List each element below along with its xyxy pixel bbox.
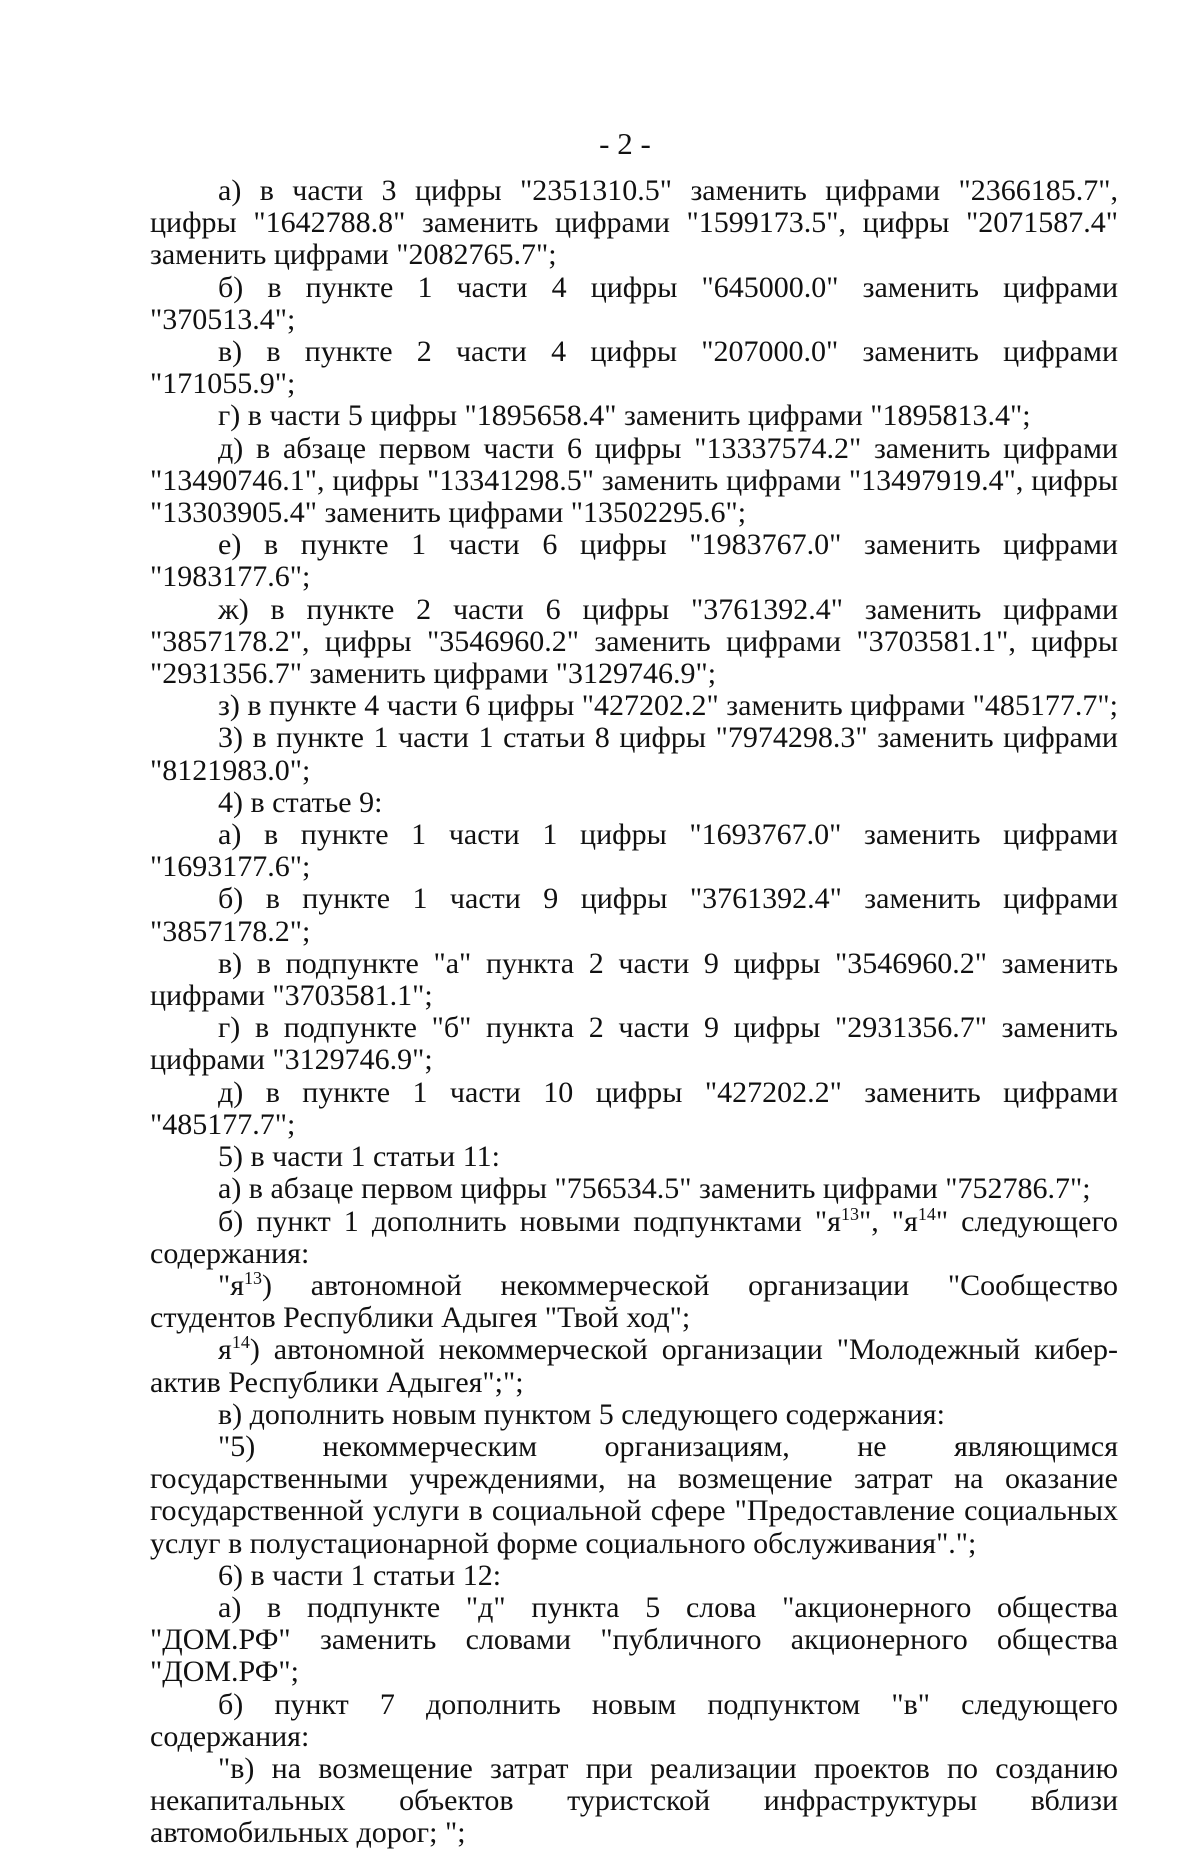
paragraph: д) в абзаце первом части 6 цифры "13337574.2" заменить цифрами "13490746.1", цифры "13341298.5" заменить цифрами "13497919.4", цифры "13303905.4" заменить цифрами "13502295.6";	[150, 431, 1126, 530]
paragraph: 3) в пункте 1 части 1 статьи 8 цифры "7974298.3" заменить цифрами "8121983.0";	[150, 721, 1126, 787]
paragraph: б) пункт 7 дополнить новым подпунктом "в" следующего содержания:	[150, 1687, 1126, 1753]
paragraph: а) в подпункте "д" пункта 5 слова "акционерного общества "ДОМ.РФ" заменить словами "публичного акционерного общества "ДОМ.РФ";	[150, 1590, 1126, 1689]
paragraph: $я^{14}$) автономной некоммерческой организации "Молодежный кибер-актив Республики Адыгея";";	[150, 1332, 1118, 1399]
paragraph: а) в пункте 1 части 1 цифры "1693767.0" заменить цифрами "1693177.6";	[150, 818, 1126, 884]
paragraph: 6) в части 1 статьи 12:	[218, 1558, 502, 1592]
paragraph: в) дополнить новым пунктом 5 следующего содержания:	[218, 1397, 945, 1431]
paragraph: а) в части 3 цифры "2351310.5" заменить цифрами "2366185.7", цифры "1642788.8" заменить цифрами "1599173.5", цифры "2071587.4" заменить цифрами "2082765.7";	[150, 174, 1126, 272]
superscript: 14	[231, 1332, 250, 1353]
superscript: 14	[917, 1203, 936, 1224]
document-body	[150, 174, 1126, 1850]
superscript: 13	[840, 1203, 859, 1224]
paragraph: е) в пункте 1 части 6 цифры "1983767.0" заменить цифрами "1983177.6";	[150, 528, 1126, 594]
paragraph: 5) в части 1 статьи 11:	[218, 1140, 500, 1174]
paragraph: з) в пункте 4 части 6 цифры "427202.2" заменить цифрами "485177.7";	[218, 689, 1118, 723]
paragraph: д) в пункте 1 части 10 цифры "427202.2" заменить цифрами "485177.7";	[150, 1075, 1126, 1141]
paragraph: б) в пункте 1 части 4 цифры "645000.0" заменить цифрами "370513.4";	[150, 270, 1126, 336]
paragraph: "$я^{13}$) автономной некоммерческой организации "Сообщество студентов Республики Адыгея "Твой ход";	[150, 1267, 1126, 1335]
paragraph: в) в подпункте "а" пункта 2 части 9 цифры "3546960.2" заменить цифрами "3703581.1";	[150, 946, 1126, 1013]
paragraph: а) в абзаце первом цифры "756534.5" заменить цифрами "752786.7";	[218, 1172, 1091, 1206]
superscript: 13	[244, 1267, 263, 1288]
page-number: - 2 -	[599, 126, 651, 161]
paragraph: "в) на возмещение затрат при реализации проектов по созданию некапитальных объектов туристской инфраструктуры вблизи автомобильных дорог; ";	[150, 1751, 1126, 1850]
paragraph: 4) в статье 9:	[218, 785, 383, 819]
paragraph: б) в пункте 1 части 9 цифры "3761392.4" заменить цифрами "3857178.2";	[150, 882, 1126, 948]
paragraph: ж) в пункте 2 части 6 цифры "3761392.4" заменить цифрами "3857178.2", цифры "3546960.2" заменить цифрами "3703581.1", цифры "2931356.7" заменить цифрами "3129746.9";	[150, 592, 1126, 691]
paragraph: г) в подпункте "б" пункта 2 части 9 цифры "2931356.7" заменить цифрами "3129746.9";	[150, 1011, 1126, 1077]
paragraph: б) пункт 1 дополнить новыми подпунктами "$я^{13}$", "$я^{14}$" следующего содержания:	[150, 1203, 1126, 1270]
paragraph: "5) некоммерческим организациям, не являющимся государственными учреждениями, на возмещение затрат на оказание государственной услуги в социальной сфере "Предоставление социальных услуг в полустационарной форме социального обслуживания".";	[150, 1429, 1126, 1560]
paragraph: г) в части 5 цифры "1895658.4" заменить цифрами "1895813.4";	[218, 399, 1031, 433]
paragraph: в) в пункте 2 части 4 цифры "207000.0" заменить цифрами "171055.9";	[150, 335, 1126, 401]
